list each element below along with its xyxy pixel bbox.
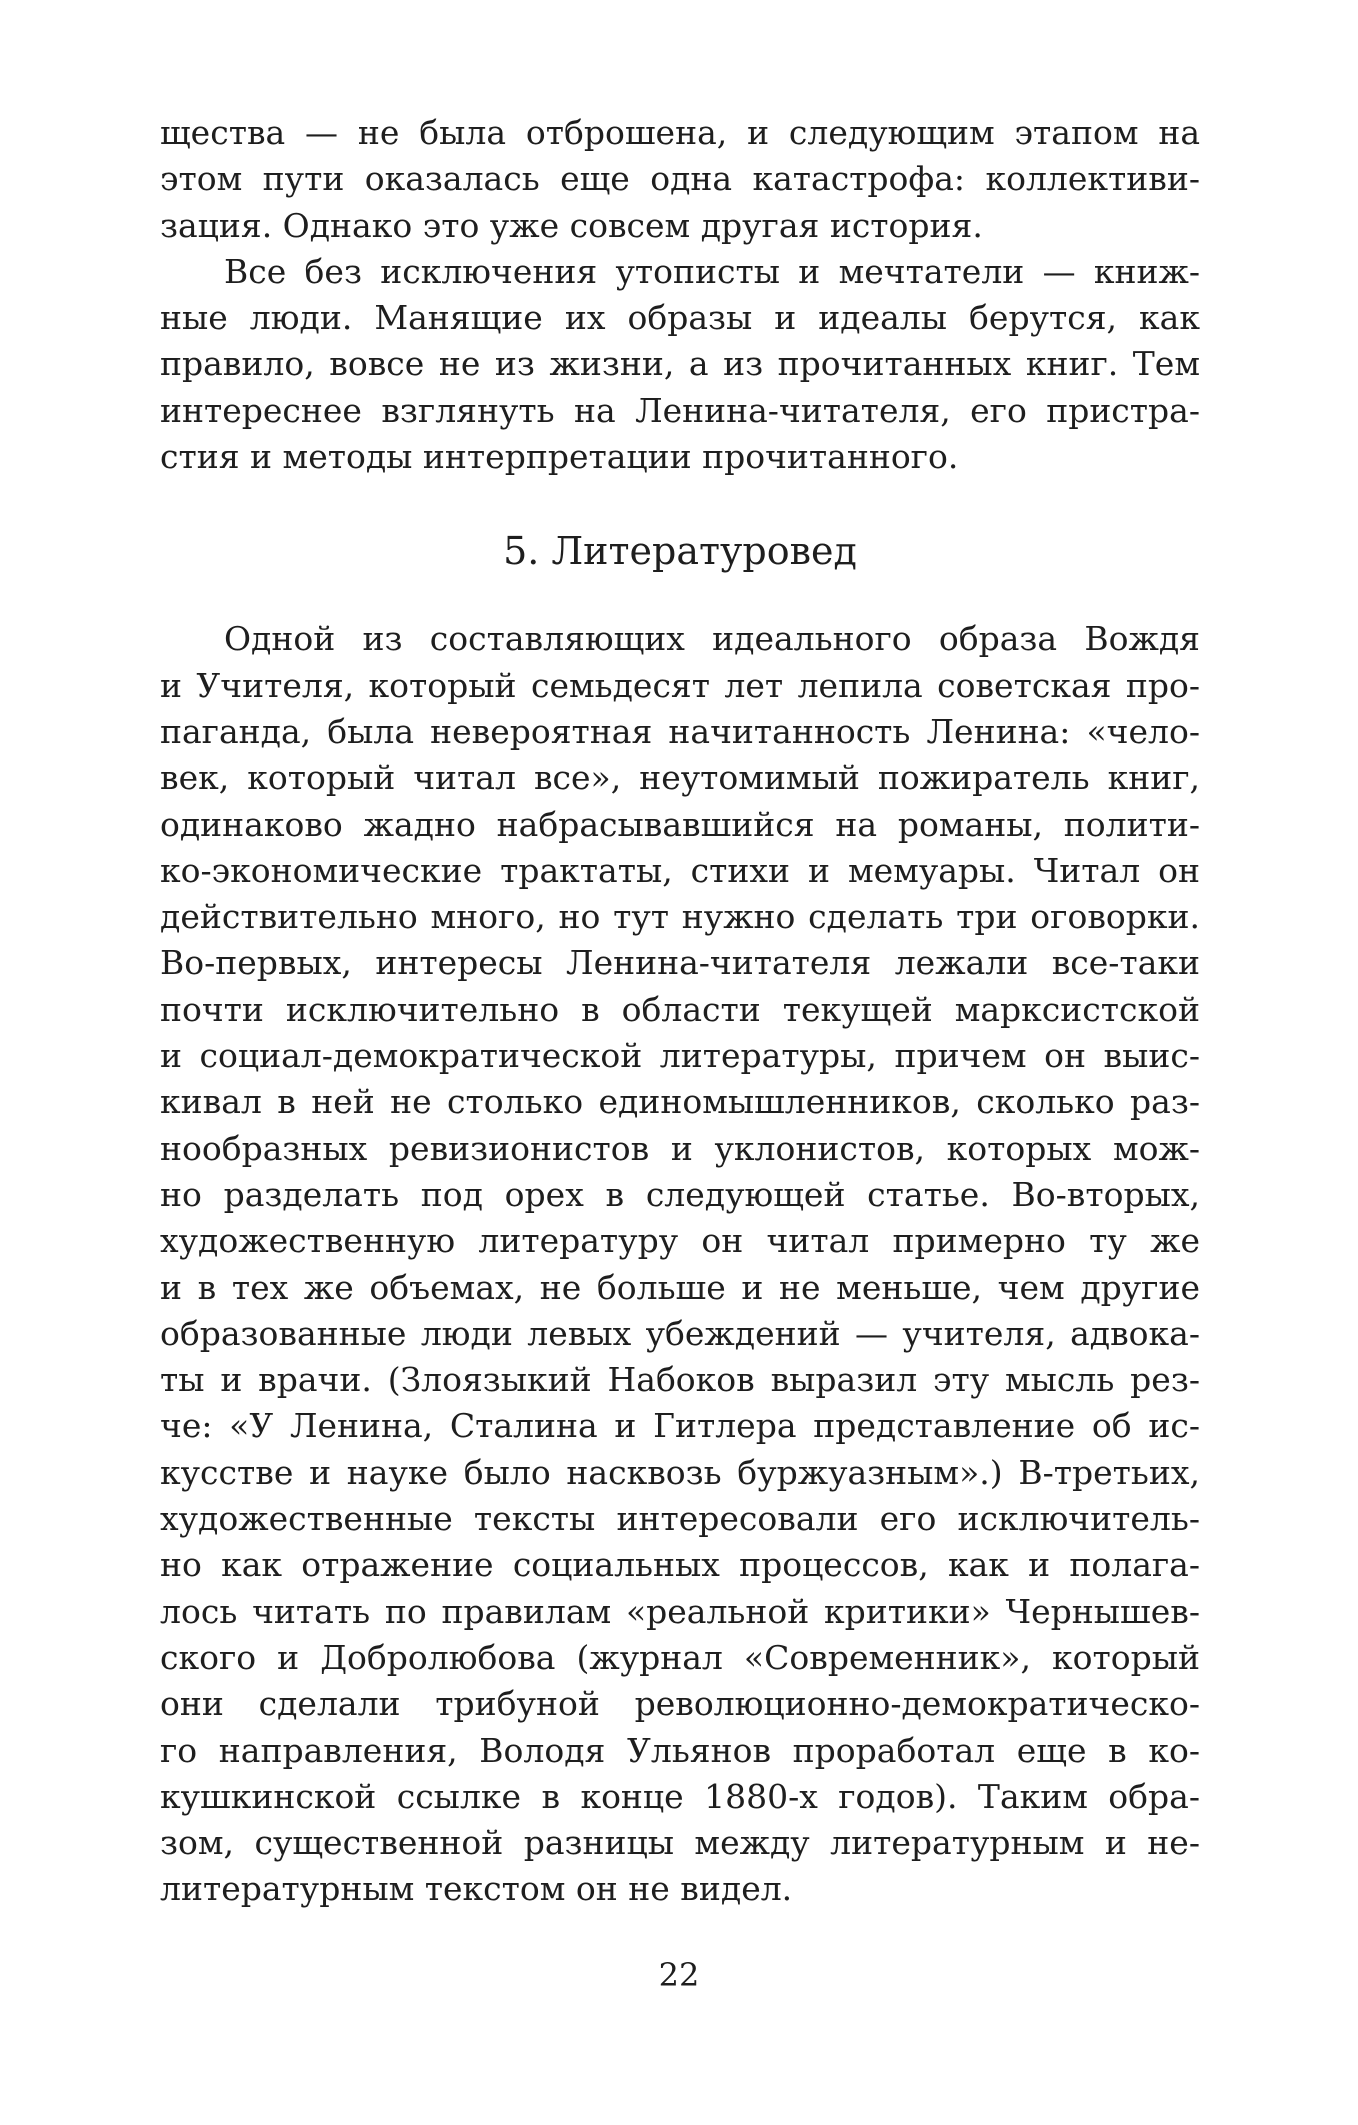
paragraph-continuation xyxy=(160,110,1200,249)
text-line: образованные люди левых убеждений — учителя, адвока- xyxy=(160,1313,1200,1353)
text-line: они сделали трибуной революционно-демократическо- xyxy=(160,1684,1200,1724)
page-body xyxy=(160,110,1200,1913)
paragraph-utopists xyxy=(160,249,1200,480)
text-line: че: «У Ленина, Сталина и Гитлера представление об ис- xyxy=(160,1406,1200,1446)
text-line: художественные тексты интересовали его исключитель- xyxy=(160,1499,1200,1539)
paragraph-literary-critic xyxy=(160,616,1200,1912)
text-line: кушкинской ссылке в конце 1880-х годов). Таким обра- xyxy=(160,1776,1200,1816)
text-line: лось читать по правилам «реальной критики» Чернышев- xyxy=(160,1591,1200,1631)
text-line: действительно много, но тут нужно сделать три оговорки. xyxy=(160,897,1200,937)
text-line: и социал-демократической литературы, причем он выис- xyxy=(160,1036,1200,1076)
text-line: правило, вовсе не из жизни, а из прочитанных книг. Тем xyxy=(160,344,1200,384)
text-line: художественную литературу он читал примерно ту же xyxy=(160,1221,1200,1261)
text-line: одинаково жадно набрасывавшийся на романы, полити- xyxy=(160,804,1200,844)
text-line: паганда, была невероятная начитанность Ленина: «чело- xyxy=(160,711,1200,751)
text-line: литературным текстом он не видел. xyxy=(160,1869,793,1909)
text-line: ского и Добролюбова (журнал «Современник», который xyxy=(160,1637,1200,1677)
text-line: стия и методы интерпретации прочитанного. xyxy=(160,437,959,477)
text-line: зация. Однако это уже совсем другая история. xyxy=(160,205,983,245)
text-line: Все без исключения утописты и мечтатели — книж- xyxy=(224,251,1200,291)
text-line: но как отражение социальных процессов, как и полага- xyxy=(160,1545,1200,1585)
text-line: почти исключительно в области текущей марксистской xyxy=(160,989,1200,1029)
text-line: Во-первых, интересы Ленина-читателя лежали все-таки xyxy=(160,943,1200,983)
text-line: век, который читал все», неутомимый пожиратель книг, xyxy=(160,758,1200,798)
text-line: Одной из составляющих идеального образа Вождя xyxy=(224,619,1200,659)
text-line: го направления, Володя Ульянов проработал еще в ко- xyxy=(160,1730,1200,1770)
text-line: и Учителя, который семьдесят лет лепила советская про- xyxy=(160,665,1200,705)
text-line: щества — не была отброшена, и следующим этапом на xyxy=(160,113,1200,152)
text-line: этом пути оказалась еще одна катастрофа: коллективи- xyxy=(160,159,1200,199)
text-line: ко-экономические трактаты, стихи и мемуары. Читал он xyxy=(160,850,1200,890)
text-line: но разделать под орех в следующей статье. Во-вторых, xyxy=(160,1174,1200,1214)
text-line: нообразных ревизионистов и уклонистов, которых мож- xyxy=(160,1128,1200,1168)
text-line: ты и врачи. (Злоязыкий Набоков выразил эту мысль рез- xyxy=(160,1360,1200,1400)
section-heading: 5. Литературовед xyxy=(503,529,857,574)
text-line: ные люди. Манящие их образы и идеалы берутся, как xyxy=(160,298,1200,338)
text-line: кусстве и науке было насквозь буржуазным».) В-третьих, xyxy=(160,1452,1200,1492)
text-line: и в тех же объемах, не больше и не меньше, чем другие xyxy=(160,1267,1200,1307)
text-line: интереснее взглянуть на Ленина-читателя, его пристра- xyxy=(160,390,1200,430)
page-number: 22 xyxy=(658,1956,700,1994)
text-line: кивал в ней не столько единомышленников, сколько раз- xyxy=(160,1082,1200,1122)
text-line: зом, существенной разницы между литературным и не- xyxy=(160,1823,1200,1863)
